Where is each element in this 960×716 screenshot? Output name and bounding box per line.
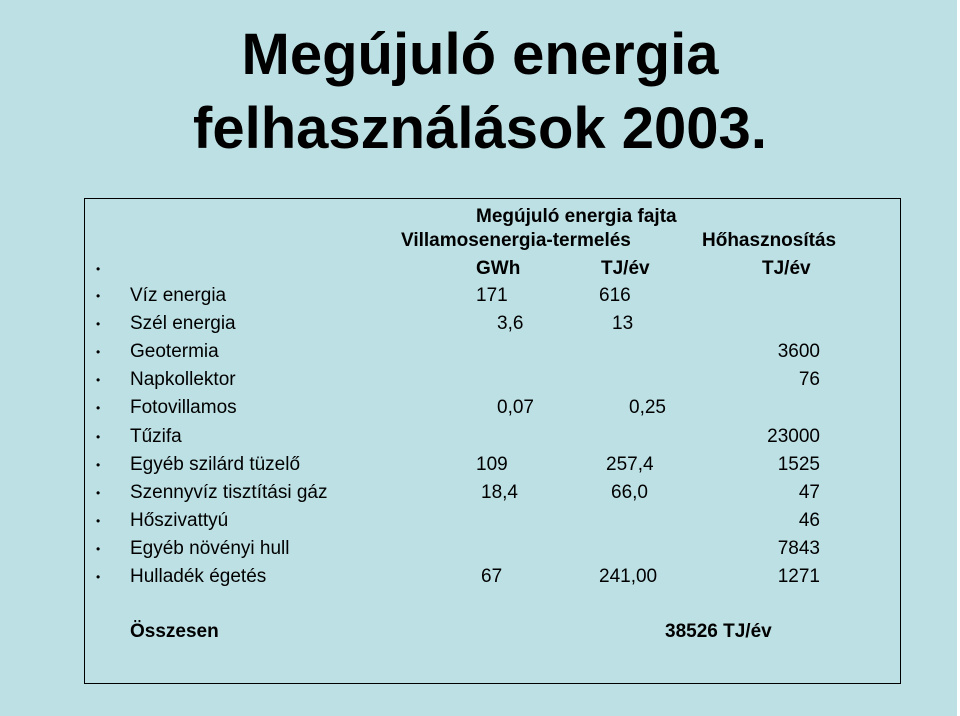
bullet-icon: • bbox=[96, 401, 101, 415]
row-name: Napkollektor bbox=[130, 369, 236, 390]
row-name: Fotovillamos bbox=[130, 397, 237, 418]
row-name: Víz energia bbox=[130, 285, 227, 306]
row-gwh-value: 3,6 bbox=[497, 313, 524, 334]
row-gwh-value: 0,07 bbox=[497, 397, 534, 418]
bullet-icon: • bbox=[96, 317, 101, 331]
bullet-icon: • bbox=[96, 486, 101, 500]
row-gwh-value: 18,4 bbox=[481, 482, 518, 503]
row-heat-value: 47 bbox=[798, 482, 820, 503]
bullet-icon: • bbox=[96, 570, 101, 584]
slide-title-line-1: Megújuló energia bbox=[241, 22, 719, 87]
row-tj-value: 66,0 bbox=[611, 482, 648, 503]
row-heat-value: 7843 bbox=[777, 538, 820, 559]
row-heat-value: 46 bbox=[798, 510, 820, 531]
row-tj-value: 257,4 bbox=[606, 454, 654, 475]
row-name: Hulladék égetés bbox=[130, 566, 267, 587]
row-name: Szél energia bbox=[130, 313, 236, 334]
bullet-icon: • bbox=[96, 542, 101, 556]
row-tj-value: 0,25 bbox=[629, 397, 666, 418]
slide-title-line-2: felhasználások 2003. bbox=[193, 96, 767, 161]
total-value: 38526 TJ/év bbox=[665, 621, 772, 642]
bullet-icon: • bbox=[96, 345, 101, 359]
header-electricity: Villamosenergia-termelés bbox=[401, 230, 631, 251]
row-gwh-value: 171 bbox=[476, 285, 508, 306]
row-heat-value: 23000 bbox=[767, 426, 820, 447]
row-gwh-value: 67 bbox=[481, 566, 503, 587]
header-energy-type: Megújuló energia fajta bbox=[476, 206, 677, 227]
row-name: Egyéb növényi hull bbox=[130, 538, 290, 559]
bullet-icon: • bbox=[96, 430, 101, 444]
unit-tj-electric: TJ/év bbox=[601, 258, 650, 279]
row-name: Egyéb szilárd tüzelő bbox=[130, 454, 301, 475]
bullet-icon: • bbox=[96, 458, 101, 472]
unit-gwh: GWh bbox=[476, 258, 521, 279]
row-heat-value: 3600 bbox=[777, 341, 820, 362]
bullet-icon: • bbox=[96, 514, 101, 528]
unit-tj-heat: TJ/év bbox=[762, 258, 811, 279]
header-heat: Hőhasznosítás bbox=[702, 230, 837, 251]
bullet-icon: • bbox=[96, 262, 101, 276]
row-heat-value: 76 bbox=[798, 369, 820, 390]
row-tj-value: 616 bbox=[599, 285, 631, 306]
row-name: Tűzifa bbox=[130, 426, 182, 447]
row-name: Hőszivattyú bbox=[130, 510, 229, 531]
row-tj-value: 241,00 bbox=[599, 566, 658, 587]
bullet-icon: • bbox=[96, 289, 101, 303]
bullet-icon: • bbox=[96, 373, 101, 387]
row-heat-value: 1525 bbox=[777, 454, 820, 475]
row-name: Geotermia bbox=[130, 341, 219, 362]
row-gwh-value: 109 bbox=[476, 454, 508, 475]
row-heat-value: 1271 bbox=[777, 566, 820, 587]
row-name: Szennyvíz tisztítási gáz bbox=[130, 482, 328, 503]
total-label: Összesen bbox=[130, 621, 219, 642]
row-tj-value: 13 bbox=[612, 313, 634, 334]
